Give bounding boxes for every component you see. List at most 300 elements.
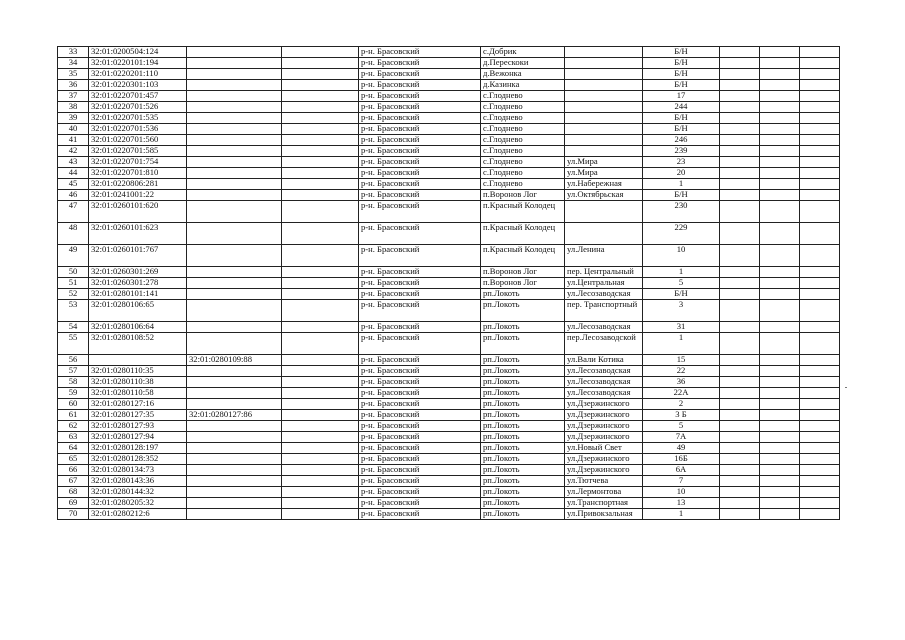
cadastral-number-cell: 32:01:0280110:58 — [89, 388, 187, 399]
table-row — [58, 278, 840, 289]
district-cell: р-н. Брасовский — [359, 465, 481, 476]
empty-cell — [282, 289, 359, 300]
empty-cell — [282, 432, 359, 443]
street-cell: ул.Лесозаводская — [565, 366, 643, 377]
empty-cell — [720, 333, 760, 355]
settlement-cell: п.Красный Колодец — [481, 245, 565, 267]
street-cell: ул.Дзержинского — [565, 410, 643, 421]
cadastral-number-extra-cell — [187, 168, 282, 179]
empty-cell — [800, 190, 840, 201]
table-row — [58, 476, 840, 487]
house-number-cell: 3 Б — [643, 410, 720, 421]
row-number-cell: 46 — [58, 190, 89, 201]
cadastral-number-cell: 32:01:0220701:585 — [89, 146, 187, 157]
settlement-cell: с.Глоднево — [481, 135, 565, 146]
house-number-cell: 1 — [643, 179, 720, 190]
district-cell: р-н. Брасовский — [359, 146, 481, 157]
cadastral-number-extra-cell — [187, 432, 282, 443]
table-row — [58, 421, 840, 432]
empty-cell — [720, 179, 760, 190]
empty-cell — [720, 58, 760, 69]
empty-cell — [282, 245, 359, 267]
empty-cell — [760, 410, 800, 421]
table-row — [58, 300, 840, 322]
empty-cell — [800, 124, 840, 135]
settlement-cell: рп.Локоть — [481, 289, 565, 300]
empty-cell — [760, 278, 800, 289]
street-cell: ул.Лесозаводская — [565, 377, 643, 388]
table-row — [58, 124, 840, 135]
cadastral-number-cell: 32:01:0220101:194 — [89, 58, 187, 69]
empty-cell — [720, 69, 760, 80]
table-row — [58, 80, 840, 91]
settlement-cell: рп.Локоть — [481, 388, 565, 399]
table-row — [58, 267, 840, 278]
empty-cell — [282, 322, 359, 333]
table-row — [58, 168, 840, 179]
cadastral-number-extra-cell — [187, 245, 282, 267]
street-cell: ул.Новый Свет — [565, 443, 643, 454]
empty-cell — [720, 476, 760, 487]
house-number-cell: Б/Н — [643, 47, 720, 58]
cadastral-number-extra-cell — [187, 91, 282, 102]
cadastral-number-cell: 32:01:0280101:141 — [89, 289, 187, 300]
empty-cell — [760, 465, 800, 476]
district-cell: р-н. Брасовский — [359, 168, 481, 179]
house-number-cell: 1 — [643, 333, 720, 355]
empty-cell — [282, 157, 359, 168]
district-cell: р-н. Брасовский — [359, 289, 481, 300]
empty-cell — [282, 58, 359, 69]
table-row — [58, 388, 840, 399]
district-cell: р-н. Брасовский — [359, 278, 481, 289]
property-register-table — [57, 46, 840, 520]
table-row — [58, 289, 840, 300]
row-number-cell: 35 — [58, 69, 89, 80]
empty-cell — [720, 124, 760, 135]
empty-cell — [800, 47, 840, 58]
row-number-cell: 68 — [58, 487, 89, 498]
table-row — [58, 157, 840, 168]
settlement-cell: рп.Локоть — [481, 465, 565, 476]
cadastral-number-extra-cell: 32:01:0280109:88 — [187, 355, 282, 366]
row-number-cell: 65 — [58, 454, 89, 465]
cadastral-number-cell: 32:01:0220201:110 — [89, 69, 187, 80]
table-row — [58, 454, 840, 465]
house-number-cell: 22А — [643, 388, 720, 399]
settlement-cell: рп.Локоть — [481, 476, 565, 487]
house-number-cell: 20 — [643, 168, 720, 179]
house-number-cell: 6А — [643, 465, 720, 476]
empty-cell — [760, 421, 800, 432]
settlement-cell: с.Глоднево — [481, 124, 565, 135]
cadastral-number-cell: 32:01:0260101:623 — [89, 223, 187, 245]
street-cell: ул.Лесозаводская — [565, 388, 643, 399]
empty-cell — [760, 47, 800, 58]
table-row — [58, 399, 840, 410]
district-cell: р-н. Брасовский — [359, 113, 481, 124]
house-number-cell: 7А — [643, 432, 720, 443]
row-number-cell: 49 — [58, 245, 89, 267]
empty-cell — [800, 91, 840, 102]
empty-cell — [800, 267, 840, 278]
empty-cell — [720, 498, 760, 509]
row-number-cell: 40 — [58, 124, 89, 135]
settlement-cell: рп.Локоть — [481, 421, 565, 432]
cadastral-number-cell: 32:01:0280205:32 — [89, 498, 187, 509]
cadastral-number-extra-cell — [187, 465, 282, 476]
cadastral-number-cell: 32:01:0220701:560 — [89, 135, 187, 146]
cadastral-number-extra-cell — [187, 443, 282, 454]
empty-cell — [720, 322, 760, 333]
empty-cell — [720, 454, 760, 465]
cadastral-number-extra-cell — [187, 179, 282, 190]
street-cell — [565, 80, 643, 91]
table-row — [58, 58, 840, 69]
scan-speck — [845, 387, 847, 388]
district-cell: р-н. Брасовский — [359, 69, 481, 80]
empty-cell — [760, 267, 800, 278]
table-body — [58, 47, 840, 520]
settlement-cell: д.Вежонка — [481, 69, 565, 80]
cadastral-number-extra-cell — [187, 421, 282, 432]
empty-cell — [760, 300, 800, 322]
empty-cell — [800, 476, 840, 487]
table-row — [58, 102, 840, 113]
cadastral-number-extra-cell — [187, 135, 282, 146]
street-cell: ул.Мира — [565, 157, 643, 168]
table-row — [58, 410, 840, 421]
house-number-cell: 246 — [643, 135, 720, 146]
cadastral-number-cell: 32:01:0220701:457 — [89, 91, 187, 102]
empty-cell — [800, 443, 840, 454]
row-number-cell: 62 — [58, 421, 89, 432]
house-number-cell: Б/Н — [643, 124, 720, 135]
cadastral-number-cell — [89, 355, 187, 366]
empty-cell — [800, 322, 840, 333]
house-number-cell: 10 — [643, 245, 720, 267]
house-number-cell: Б/Н — [643, 190, 720, 201]
empty-cell — [760, 157, 800, 168]
empty-cell — [282, 179, 359, 190]
empty-cell — [720, 245, 760, 267]
cadastral-number-cell: 32:01:0280144:32 — [89, 487, 187, 498]
empty-cell — [282, 190, 359, 201]
house-number-cell: 49 — [643, 443, 720, 454]
empty-cell — [282, 223, 359, 245]
empty-cell — [720, 91, 760, 102]
empty-cell — [282, 91, 359, 102]
empty-cell — [720, 157, 760, 168]
row-number-cell: 45 — [58, 179, 89, 190]
empty-cell — [760, 498, 800, 509]
settlement-cell: с.Глоднево — [481, 113, 565, 124]
empty-cell — [760, 190, 800, 201]
empty-cell — [760, 146, 800, 157]
empty-cell — [760, 201, 800, 223]
empty-cell — [720, 168, 760, 179]
settlement-cell: рп.Локоть — [481, 377, 565, 388]
table-row — [58, 366, 840, 377]
cadastral-number-extra-cell — [187, 47, 282, 58]
empty-cell — [800, 487, 840, 498]
empty-cell — [282, 146, 359, 157]
row-number-cell: 60 — [58, 399, 89, 410]
empty-cell — [720, 509, 760, 520]
street-cell — [565, 91, 643, 102]
settlement-cell: рп.Локоть — [481, 410, 565, 421]
row-number-cell: 38 — [58, 102, 89, 113]
street-cell: ул.Дзержинского — [565, 432, 643, 443]
empty-cell — [760, 388, 800, 399]
empty-cell — [282, 113, 359, 124]
street-cell — [565, 135, 643, 146]
row-number-cell: 36 — [58, 80, 89, 91]
settlement-cell: рп.Локоть — [481, 399, 565, 410]
empty-cell — [282, 168, 359, 179]
empty-cell — [800, 410, 840, 421]
empty-cell — [760, 124, 800, 135]
settlement-cell: д.Перескоки — [481, 58, 565, 69]
district-cell: р-н. Брасовский — [359, 322, 481, 333]
district-cell: р-н. Брасовский — [359, 333, 481, 355]
house-number-cell: 17 — [643, 91, 720, 102]
table-row — [58, 465, 840, 476]
empty-cell — [760, 509, 800, 520]
street-cell: ул.Тютчева — [565, 476, 643, 487]
district-cell: р-н. Брасовский — [359, 366, 481, 377]
row-number-cell: 66 — [58, 465, 89, 476]
cadastral-number-extra-cell: 32:01:0280127:86 — [187, 410, 282, 421]
cadastral-number-cell: 32:01:0280110:35 — [89, 366, 187, 377]
cadastral-number-extra-cell — [187, 69, 282, 80]
empty-cell — [282, 47, 359, 58]
district-cell: р-н. Брасовский — [359, 190, 481, 201]
district-cell: р-н. Брасовский — [359, 47, 481, 58]
cadastral-number-cell: 32:01:0220701:535 — [89, 113, 187, 124]
district-cell: р-н. Брасовский — [359, 201, 481, 223]
empty-cell — [720, 289, 760, 300]
cadastral-number-extra-cell — [187, 399, 282, 410]
table-row — [58, 223, 840, 245]
empty-cell — [760, 443, 800, 454]
empty-cell — [720, 421, 760, 432]
settlement-cell: с.Глоднево — [481, 102, 565, 113]
district-cell: р-н. Брасовский — [359, 421, 481, 432]
cadastral-number-extra-cell — [187, 377, 282, 388]
street-cell: ул.Мира — [565, 168, 643, 179]
settlement-cell: с.Глоднево — [481, 168, 565, 179]
street-cell: ул.Лесозаводская — [565, 289, 643, 300]
cadastral-number-cell: 32:01:0280128:197 — [89, 443, 187, 454]
cadastral-number-cell: 32:01:0220701:526 — [89, 102, 187, 113]
empty-cell — [800, 146, 840, 157]
empty-cell — [720, 355, 760, 366]
table-row — [58, 355, 840, 366]
street-cell — [565, 223, 643, 245]
cadastral-number-extra-cell — [187, 278, 282, 289]
district-cell: р-н. Брасовский — [359, 157, 481, 168]
district-cell: р-н. Брасовский — [359, 509, 481, 520]
empty-cell — [282, 498, 359, 509]
empty-cell — [760, 487, 800, 498]
empty-cell — [800, 179, 840, 190]
settlement-cell: п.Красный Колодец — [481, 201, 565, 223]
cadastral-number-cell: 32:01:0280106:65 — [89, 300, 187, 322]
table-row — [58, 245, 840, 267]
empty-cell — [800, 69, 840, 80]
house-number-cell: Б/Н — [643, 58, 720, 69]
table-row — [58, 201, 840, 223]
district-cell: р-н. Брасовский — [359, 135, 481, 146]
empty-cell — [282, 454, 359, 465]
cadastral-number-extra-cell — [187, 223, 282, 245]
settlement-cell: рп.Локоть — [481, 443, 565, 454]
settlement-cell: п.Красный Колодец — [481, 223, 565, 245]
empty-cell — [760, 322, 800, 333]
district-cell: р-н. Брасовский — [359, 410, 481, 421]
empty-cell — [800, 377, 840, 388]
settlement-cell: рп.Локоть — [481, 355, 565, 366]
house-number-cell: 3 — [643, 300, 720, 322]
house-number-cell: 7 — [643, 476, 720, 487]
cadastral-number-cell: 32:01:0220301:103 — [89, 80, 187, 91]
cadastral-number-extra-cell — [187, 498, 282, 509]
empty-cell — [760, 223, 800, 245]
settlement-cell: с.Глоднево — [481, 157, 565, 168]
house-number-cell: 16Б — [643, 454, 720, 465]
street-cell — [565, 47, 643, 58]
row-number-cell: 59 — [58, 388, 89, 399]
empty-cell — [760, 80, 800, 91]
district-cell: р-н. Брасовский — [359, 80, 481, 91]
settlement-cell: рп.Локоть — [481, 498, 565, 509]
empty-cell — [760, 135, 800, 146]
empty-cell — [282, 333, 359, 355]
empty-cell — [720, 135, 760, 146]
street-cell — [565, 201, 643, 223]
table-row — [58, 377, 840, 388]
street-cell: пер.Лесозаводской — [565, 333, 643, 355]
street-cell — [565, 113, 643, 124]
row-number-cell: 58 — [58, 377, 89, 388]
cadastral-number-extra-cell — [187, 366, 282, 377]
row-number-cell: 56 — [58, 355, 89, 366]
table-row — [58, 113, 840, 124]
district-cell: р-н. Брасовский — [359, 58, 481, 69]
empty-cell — [282, 509, 359, 520]
row-number-cell: 34 — [58, 58, 89, 69]
house-number-cell: 13 — [643, 498, 720, 509]
empty-cell — [720, 443, 760, 454]
table-row — [58, 179, 840, 190]
row-number-cell: 44 — [58, 168, 89, 179]
empty-cell — [282, 201, 359, 223]
row-number-cell: 67 — [58, 476, 89, 487]
empty-cell — [720, 102, 760, 113]
district-cell: р-н. Брасовский — [359, 300, 481, 322]
cadastral-number-cell: 32:01:0241001:22 — [89, 190, 187, 201]
cadastral-number-extra-cell — [187, 300, 282, 322]
street-cell — [565, 69, 643, 80]
settlement-cell: п.Воронов Лог — [481, 278, 565, 289]
empty-cell — [720, 223, 760, 245]
house-number-cell: 36 — [643, 377, 720, 388]
settlement-cell: рп.Локоть — [481, 509, 565, 520]
empty-cell — [720, 267, 760, 278]
district-cell: р-н. Брасовский — [359, 223, 481, 245]
house-number-cell: 15 — [643, 355, 720, 366]
empty-cell — [760, 113, 800, 124]
table-row — [58, 498, 840, 509]
cadastral-number-cell: 32:01:0260101:767 — [89, 245, 187, 267]
row-number-cell: 54 — [58, 322, 89, 333]
empty-cell — [720, 465, 760, 476]
empty-cell — [720, 47, 760, 58]
district-cell: р-н. Брасовский — [359, 498, 481, 509]
cadastral-number-extra-cell — [187, 201, 282, 223]
street-cell: ул.Вали Котика — [565, 355, 643, 366]
district-cell: р-н. Брасовский — [359, 102, 481, 113]
table-row — [58, 47, 840, 58]
row-number-cell: 37 — [58, 91, 89, 102]
cadastral-number-cell: 32:01:0280134:73 — [89, 465, 187, 476]
district-cell: р-н. Брасовский — [359, 124, 481, 135]
empty-cell — [720, 388, 760, 399]
empty-cell — [282, 80, 359, 91]
house-number-cell: 229 — [643, 223, 720, 245]
cadastral-number-extra-cell — [187, 322, 282, 333]
street-cell: ул.Дзержинского — [565, 421, 643, 432]
empty-cell — [800, 366, 840, 377]
empty-cell — [760, 58, 800, 69]
row-number-cell: 33 — [58, 47, 89, 58]
street-cell: ул.Центральная — [565, 278, 643, 289]
row-number-cell: 61 — [58, 410, 89, 421]
cadastral-number-cell: 32:01:0280127:94 — [89, 432, 187, 443]
settlement-cell: рп.Локоть — [481, 300, 565, 322]
table-row — [58, 322, 840, 333]
empty-cell — [760, 399, 800, 410]
empty-cell — [282, 465, 359, 476]
empty-cell — [720, 432, 760, 443]
cadastral-number-cell: 32:01:0280127:16 — [89, 399, 187, 410]
street-cell — [565, 124, 643, 135]
empty-cell — [800, 421, 840, 432]
street-cell: ул.Дзержинского — [565, 454, 643, 465]
house-number-cell: Б/Н — [643, 113, 720, 124]
street-cell: ул.Лермонтова — [565, 487, 643, 498]
empty-cell — [282, 377, 359, 388]
street-cell: ул.Набережная — [565, 179, 643, 190]
empty-cell — [720, 80, 760, 91]
row-number-cell: 64 — [58, 443, 89, 454]
empty-cell — [800, 278, 840, 289]
empty-cell — [282, 399, 359, 410]
cadastral-number-cell: 32:01:0280127:93 — [89, 421, 187, 432]
street-cell — [565, 102, 643, 113]
cadastral-number-cell: 32:01:0280108:52 — [89, 333, 187, 355]
empty-cell — [282, 300, 359, 322]
district-cell: р-н. Брасовский — [359, 443, 481, 454]
cadastral-number-cell: 32:01:0260301:269 — [89, 267, 187, 278]
empty-cell — [282, 421, 359, 432]
settlement-cell: с.Глоднево — [481, 91, 565, 102]
empty-cell — [282, 69, 359, 80]
table-row — [58, 190, 840, 201]
row-number-cell: 43 — [58, 157, 89, 168]
empty-cell — [720, 113, 760, 124]
